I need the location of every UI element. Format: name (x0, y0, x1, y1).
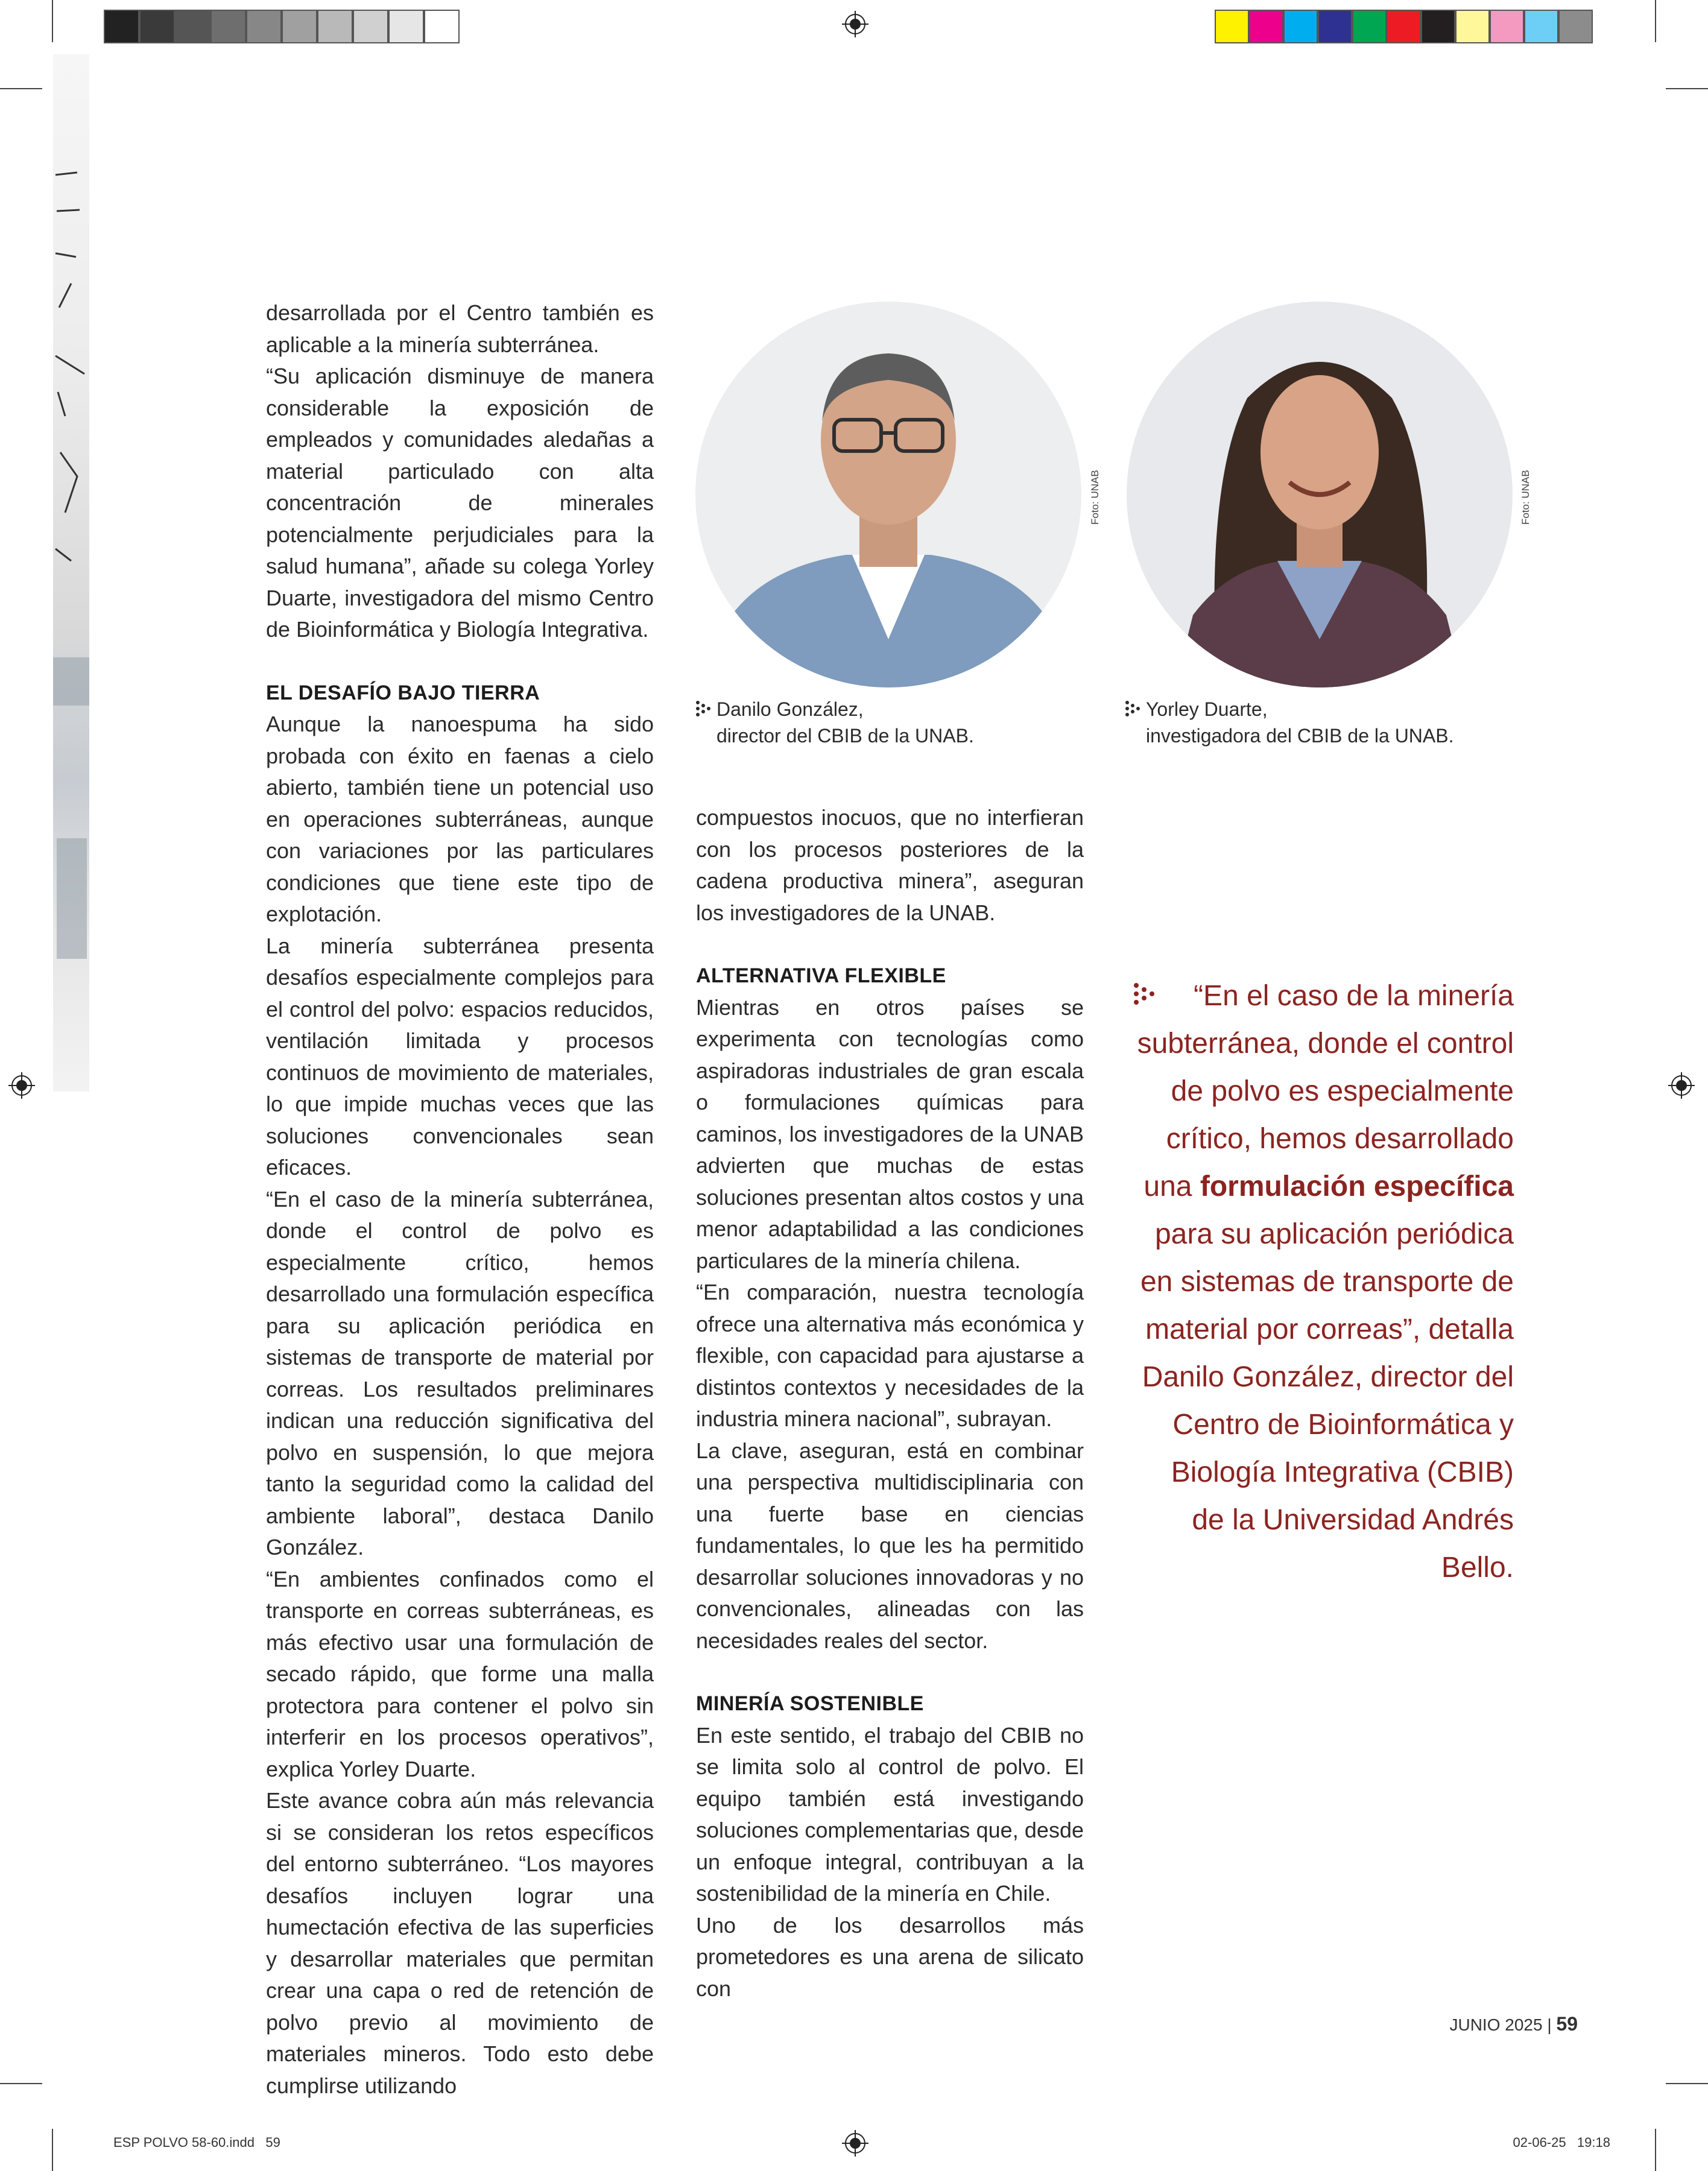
pull-quote (1134, 972, 1514, 1591)
color-swatch (1455, 10, 1490, 43)
crop-mark (1655, 0, 1656, 42)
decorative-side-strip (53, 54, 89, 1092)
slug-timestamp: 02-06-25 19:18 (1513, 2135, 1610, 2150)
color-swatch (1558, 10, 1593, 43)
paragraph: La clave, aseguran, está en combinar una perspectiva multidisciplinaria con una fuerte base en ciencias fundamentales, lo que les ha permitido desarrollar soluciones innovadoras y no convencionales, alineadas con las necesidades reales del sector. (696, 1438, 1084, 1653)
crop-mark (0, 88, 42, 89)
bullet-dots-icon (696, 701, 712, 716)
photo-credit: Foto: UNAB (1089, 470, 1101, 525)
gray-swatch (139, 10, 175, 43)
photo-caption-danilo (716, 696, 974, 749)
photo-credit: Foto: UNAB (1520, 470, 1531, 525)
gray-swatch (210, 10, 246, 43)
paragraph: Uno de los desarrollos más prometedores es una arena de silicato con (696, 1912, 1084, 2001)
gray-swatch (175, 10, 210, 43)
middle-text-column (696, 802, 1084, 2005)
color-swatch (1524, 10, 1558, 43)
paragraph: “En ambientes confinados como el transporte en correas subterráneas, es más efectivo usar una formulación de secado rápido, que forme una malla protectora para contener el polvo sin interferir en los procesos operativos”, explica Yorley Duarte. (266, 1566, 654, 1781)
gray-swatch (317, 10, 353, 43)
paragraph: “En comparación, nuestra tecnología ofrece una alternativa más económica y flexible, con capacidad para ajustarse a distintos contextos y necesidades de la industria minera nacional”, subrayan. (696, 1280, 1084, 1431)
slug-file: ESP POLVO 58-60.indd 59 (113, 2135, 280, 2150)
gray-swatch (353, 10, 388, 43)
gray-swatch (246, 10, 282, 43)
pull-quote-text: para su aplicación periódica en sistemas de transporte de material por correas”, detalla Danilo González, director del Centro de Bioinformática y Biología Integrativa (CBIB) de la Universidad Andrés Bello. (1140, 1218, 1514, 1584)
paragraph: “Su aplicación disminuye de manera considerable la exposición de empleados y comunidades aledañas a material particulado con alta concentración de minerales potencialmente perjudiciales para la salud humana”, añade su colega Yorley Duarte, investigadora del mismo Centro de Bioinformática y Biología Integrativa. (266, 364, 654, 642)
page-folio (1449, 2013, 1578, 2035)
folio-separator: | (1547, 2015, 1552, 2034)
left-text-column (266, 297, 654, 2102)
crop-mark (52, 0, 53, 42)
paragraph: Este avance cobra aún más relevancia si se consideran los retos específicos del entorno subterráneo. “Los mayores desafíos incluyen lograr una humectación efectiva de las superficies y desarrollar materiales que permitan crear una capa o red de retención de polvo previo al movimiento de materiales mineros. Todo esto debe cumplirse utilizando (266, 1788, 654, 2098)
crop-mark (1666, 2083, 1708, 2084)
gray-swatch (282, 10, 317, 43)
pull-quote-text: “En el caso de la minería subterránea, donde el control de polvo es especialmente crítico, hemos desarrollado una (1137, 980, 1514, 1202)
paragraph: Aunque la nanoespuma ha sido probada con éxito en faenas a cielo abierto, también tiene un potencial uso en operaciones subterráneas, aunque con variaciones por las particulares condiciones que tiene este tipo de explotación. (266, 712, 654, 926)
color-swatch (1387, 10, 1421, 43)
paragraph: compuestos inocuos, que no interfieran con los procesos posteriores de la cadena productiva minera”, aseguran los investigadores de la UNAB. (696, 805, 1084, 925)
caption-role: director del CBIB de la UNAB. (716, 725, 974, 747)
paragraph: En este sentido, el trabajo del CBIB no se limita solo al control de polvo. El equipo también está investigando soluciones complementarias que, desde un enfoque integral, contribuyan a la sostenibilidad de la minería en Chile. (696, 1722, 1084, 1906)
section-heading: MINERÍA SOSTENIBLE (696, 1692, 924, 1715)
crop-mark (0, 2083, 42, 2084)
photo-caption-yorley (1146, 696, 1453, 749)
color-swatch (1352, 10, 1387, 43)
color-swatch (1318, 10, 1352, 43)
paragraph: desarrollada por el Centro también es aplicable a la minería subterránea. (266, 300, 654, 357)
issue-date: JUNIO 2025 (1449, 2015, 1543, 2034)
registration-mark-icon (1668, 1072, 1695, 1099)
caption-name: Yorley Duarte, (1146, 698, 1268, 720)
crop-mark (1655, 2129, 1656, 2171)
bullet-dots-icon (1125, 701, 1141, 716)
paragraph: La minería subterránea presenta desafíos especialmente complejos para el control del polvo: espacios reducidos, ventilación limitada y procesos continuos de movimiento de materiales, lo que impide muchas veces que las soluciones convencionales sean eficaces. (266, 933, 654, 1180)
pull-quote-emphasis: formulación específica (1200, 1171, 1514, 1202)
gray-swatch (104, 10, 139, 43)
quote-dots-icon (1134, 983, 1158, 1007)
color-swatch (1215, 10, 1249, 43)
page-number: 59 (1556, 2013, 1578, 2035)
crop-mark (52, 2129, 53, 2171)
gray-swatch (388, 10, 424, 43)
color-swatch (1421, 10, 1455, 43)
registration-mark-icon (842, 2130, 868, 2157)
registration-mark-icon (8, 1072, 35, 1099)
danilo-gonzalez-photo (695, 302, 1081, 687)
section-heading: ALTERNATIVA FLEXIBLE (696, 964, 946, 987)
paragraph: Mientras en otros países se experimenta con tecnologías como aspiradoras industriales de gran escala o formulaciones químicas para caminos, los investigadores de la UNAB advierten que muchas de estas soluciones presentan altos costos y una menor adaptabilidad a las condiciones particulares de la minería chilena. (696, 994, 1084, 1273)
paragraph: “En el caso de la minería subterránea, donde el control de polvo es especialmente crítico, hemos desarrollado una formulación específica para su aplicación periódica en sistemas de transporte de material por correas. Los resultados preliminares indican una reducción significativa del polvo en suspensión, lo que mejora tanto la seguridad como la calidad del ambiente laboral”, destaca Danilo González. (266, 1186, 654, 1560)
caption-name: Danilo González, (716, 698, 864, 720)
caption-role: investigadora del CBIB de la UNAB. (1146, 725, 1454, 747)
section-heading: EL DESAFÍO BAJO TIERRA (266, 681, 540, 704)
crop-mark (1666, 88, 1708, 89)
registration-mark-icon (842, 11, 868, 37)
gray-swatch (424, 10, 460, 43)
color-swatch (1249, 10, 1283, 43)
yorley-duarte-photo (1127, 302, 1513, 687)
color-swatch (1283, 10, 1318, 43)
color-swatch (1490, 10, 1524, 43)
